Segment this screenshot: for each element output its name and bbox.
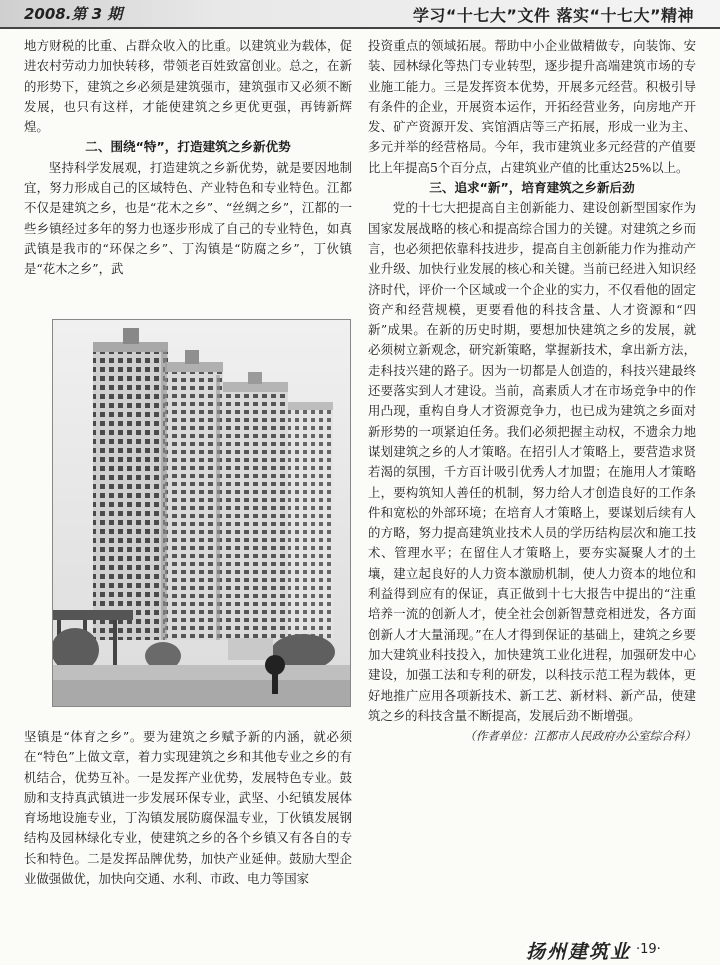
paragraph: 坚镇是“体育之乡”。要为建筑之乡赋予新的内涵，就必须在“特色”上做文章，着力实现建筑之乡和其他专业之乡的有机结合，优势互补。一是发挥产业优势，发展特色专业。鼓励和支持真武镇进一步发展环保专业，武坚、小纪镇发展体育场地设施专业，丁沟镇发展防腐保温专业，丁伙镇发展钢结构及园林绿化专业，使建筑之乡的各个乡镇又有各自的专长和特色。二是发挥品牌优势，加快产业延伸。鼓励大型企业做强做优，加快向交通、水利、市政、电力等国家 <box>24 729 352 887</box>
left-column-top <box>24 36 352 280</box>
paragraph: 坚持科学发展观，打造建筑之乡新优势，就是要因地制宜，努力形成自己的区域特色、产业特色和专业特色。江都不仅是建筑之乡，也是“花木之乡”、“丝绸之乡”，江都的一些乡镇经过多年的努力也逐步形成了自己的专业特色，如真武镇是我市的“环保之乡”、丁沟镇是“防腐之乡”，丁伙镇是“花木之乡”，武 <box>24 159 352 277</box>
left-column-bottom <box>24 727 352 889</box>
issue-number: 2008.第 3 期 <box>24 5 123 23</box>
right-column <box>368 36 696 746</box>
paragraph: 地方财税的比重、占群众收入的比重。以建筑业为载体，促进农村劳动力加快转移，带领老百姓致富创业。总之，在新的形势下，建筑之乡必须是建筑强市，建筑强市又必须不断发展，也只有这样，才能使建筑之乡更优更强，再铸新辉煌。 <box>24 38 352 135</box>
page-number: ·19· <box>636 942 661 957</box>
paragraph: 投资重点的领域拓展。帮助中小企业做精做专，向装饰、安装、园林绿化等热门专业转型，逐步提升高端建筑市场的专业施工能力。三是发挥资本优势，开展多元经营。积极引导有条件的企业，开展资本运作，开拓经营业务，向房地产开发、矿产资源开发、宾馆酒店等三产拓展，形成一业为主、多元并举的经营格局。今年，我市建筑业多元经营的产值要比上年提高5个百分点，占建筑业产值的比重达25%以上。 <box>368 38 696 175</box>
section-heading: 二、围绕“特”，打造建筑之乡新优势 <box>85 139 291 155</box>
magazine-title: 扬州建筑业 <box>526 941 632 963</box>
paragraph: 党的十七大把提高自主创新能力、建设创新型国家作为国家发展战略的核心和提高综合国力的关键。对建筑之乡而言，也必须把依靠科技进步，提高自主创新能力作为推动产业升级、加快行业发展的核心和关键。当前已经进入知识经济时代，评价一个区域或一个企业的实力，不仅看他的固定资产和经营规模，更要看他的科技含量、人才资源和“四新”成果。在新的历史时期，要想加快建筑之乡的发展，就必须树立新观念，研究新策略，掌握新技术，拿出新方法，走科技兴建的路子。因为一切都是人创造的，科技兴建最终还要落实到人才建设。当前，高素质人才在市场竞争中的作用凸现，重构自身人才资源竞争力，也已成为建筑之乡面对新形势的一项紧迫任务。我们必须把握主动权，不遗余力地谋划建筑之乡的人才策略。在招引人才策略上，要营造求贤若渴的氛围，千方百计吸引优秀人才加盟；在施用人才策略上，要构筑知人善任的机制，努力给人才创造良好的工作条件和宽松的外部环境；在培育人才策略上，要谋划后续有人的方略，努力提高建筑业技术人员的学历结构层次和施工技术、管理水平；在留住人才策略上，要夯实凝聚人才的土壤，建立起良好的人力资本激励机制，使人力资本的地位和利益得到应有的保证，真正做到十七大报告中提出的“注重培养一流的创新人才，使全社会创新智慧竞相迸发，各方面创新人才大量涌现。”在人才得到保证的基础上，建筑之乡要加大建筑业科技投入，加快建筑工业化进程，加强研发中心建设，加强工法和专利的研发，以科技示范工程为载体，更好地推广应用各项新技术、新工艺、新材料、新产品，使建筑之乡的科技含量不断提高，发展后劲不断增强。 <box>368 200 696 723</box>
section-heading: 三、追求“新”，培育建筑之乡新后劲 <box>429 180 635 196</box>
page-header <box>0 0 720 29</box>
header-slogan: 学习“十七大”文件 落实“十七大”精神 <box>412 6 694 25</box>
building-photo <box>52 319 351 707</box>
author-byline: （作者单位：江都市人民政府办公室综合科） <box>464 729 696 744</box>
